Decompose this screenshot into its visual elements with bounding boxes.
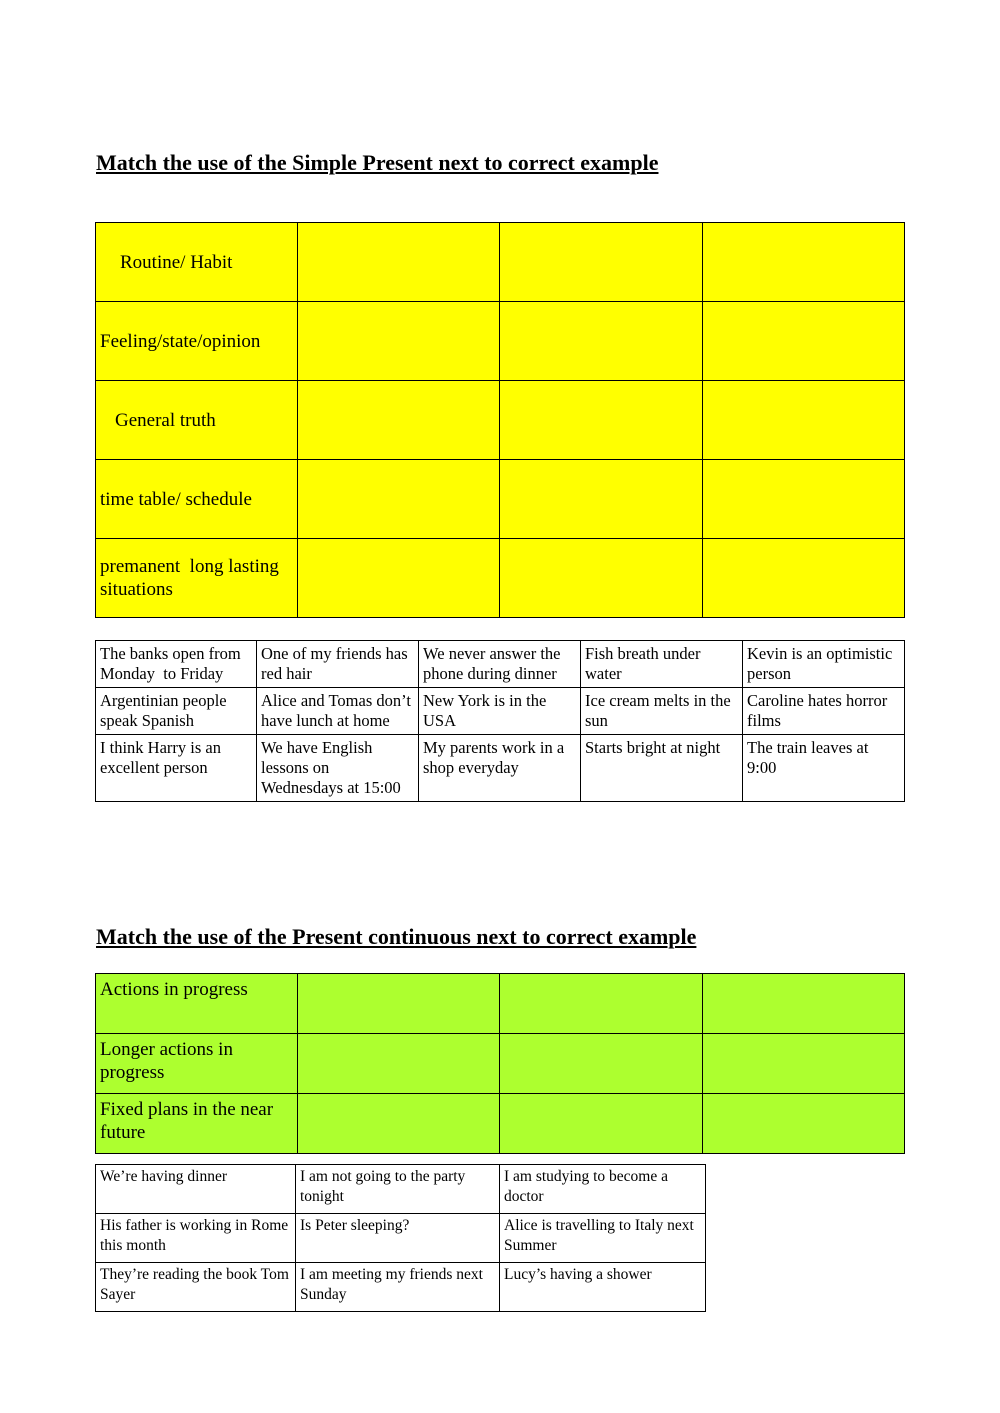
example-cell[interactable]: Lucy’s having a shower — [500, 1263, 706, 1312]
answer-cell[interactable] — [298, 974, 500, 1034]
example-cell[interactable]: Alice and Tomas don’t have lunch at home — [257, 688, 419, 735]
answer-cell[interactable] — [500, 539, 703, 618]
use-row-routine — [96, 223, 905, 302]
use-row-permanent — [96, 539, 905, 618]
use-label: General truth — [96, 381, 298, 460]
answer-cell[interactable] — [703, 460, 905, 539]
use-label: Feeling/state/opinion — [96, 302, 298, 381]
use-label: Actions in progress — [96, 974, 298, 1034]
example-cell[interactable]: I am meeting my friends next Sunday — [296, 1263, 500, 1312]
simple-present-examples-table — [95, 640, 905, 802]
answer-cell[interactable] — [298, 460, 500, 539]
answer-cell[interactable] — [298, 381, 500, 460]
answer-cell[interactable] — [500, 1094, 703, 1154]
example-cell[interactable]: Is Peter sleeping? — [296, 1214, 500, 1263]
answer-cell[interactable] — [298, 1094, 500, 1154]
answer-cell[interactable] — [298, 1034, 500, 1094]
example-cell[interactable]: Fish breath under water — [581, 641, 743, 688]
example-cell[interactable]: Caroline hates horror films — [743, 688, 905, 735]
use-row-fixed-plans — [96, 1094, 905, 1154]
use-row-actions-in-progress — [96, 974, 905, 1034]
example-cell[interactable]: One of my friends has red hair — [257, 641, 419, 688]
use-row-timetable — [96, 460, 905, 539]
example-cell[interactable]: Argentinian people speak Spanish — [96, 688, 257, 735]
present-continuous-examples-table — [95, 1164, 706, 1312]
answer-cell[interactable] — [500, 974, 703, 1034]
example-cell[interactable]: Starts bright at night — [581, 735, 743, 802]
use-row-longer-actions — [96, 1034, 905, 1094]
use-label: premanent long lasting situations — [96, 539, 298, 618]
example-cell[interactable]: New York is in the USA — [419, 688, 581, 735]
use-label: Longer actions in progress — [96, 1034, 298, 1094]
example-cell[interactable]: They’re reading the book Tom Sayer — [96, 1263, 296, 1312]
example-cell[interactable]: Alice is travelling to Italy next Summer — [500, 1214, 706, 1263]
example-cell[interactable]: The banks open from Monday to Friday — [96, 641, 257, 688]
example-cell[interactable]: Ice cream melts in the sun — [581, 688, 743, 735]
answer-cell[interactable] — [500, 223, 703, 302]
present-continuous-title: Match the use of the Present continuous next to correct example — [96, 924, 697, 949]
answer-cell[interactable] — [298, 223, 500, 302]
example-cell[interactable]: I think Harry is an excellent person — [96, 735, 257, 802]
answer-cell[interactable] — [703, 381, 905, 460]
use-row-general-truth — [96, 381, 905, 460]
example-row — [96, 1263, 706, 1312]
example-cell[interactable]: My parents work in a shop everyday — [419, 735, 581, 802]
simple-present-matching-grid — [95, 222, 905, 618]
use-label: Fixed plans in the near future — [96, 1094, 298, 1154]
example-cell[interactable]: I am studying to become a doctor — [500, 1165, 706, 1214]
use-label: time table/ schedule — [96, 460, 298, 539]
example-row — [96, 1165, 706, 1214]
simple-present-title: Match the use of the Simple Present next to correct example — [96, 150, 659, 175]
answer-cell[interactable] — [500, 302, 703, 381]
answer-cell[interactable] — [298, 302, 500, 381]
answer-cell[interactable] — [500, 460, 703, 539]
answer-cell[interactable] — [703, 974, 905, 1034]
example-cell[interactable]: We have English lessons on Wednesdays at 15:00 — [257, 735, 419, 802]
example-row — [96, 1214, 706, 1263]
example-cell[interactable]: We never answer the phone during dinner — [419, 641, 581, 688]
example-cell[interactable]: His father is working in Rome this month — [96, 1214, 296, 1263]
example-row — [96, 641, 905, 688]
present-continuous-matching-grid — [95, 973, 905, 1154]
answer-cell[interactable] — [500, 381, 703, 460]
answer-cell[interactable] — [703, 1094, 905, 1154]
example-cell[interactable]: We’re having dinner — [96, 1165, 296, 1214]
example-cell[interactable]: Kevin is an optimistic person — [743, 641, 905, 688]
example-cell[interactable]: The train leaves at 9:00 — [743, 735, 905, 802]
answer-cell[interactable] — [298, 539, 500, 618]
example-cell[interactable]: I am not going to the party tonight — [296, 1165, 500, 1214]
answer-cell[interactable] — [703, 1034, 905, 1094]
example-row — [96, 688, 905, 735]
answer-cell[interactable] — [703, 223, 905, 302]
answer-cell[interactable] — [500, 1034, 703, 1094]
example-row — [96, 735, 905, 802]
answer-cell[interactable] — [703, 539, 905, 618]
answer-cell[interactable] — [703, 302, 905, 381]
use-label: Routine/ Habit — [96, 223, 298, 302]
use-row-feeling — [96, 302, 905, 381]
